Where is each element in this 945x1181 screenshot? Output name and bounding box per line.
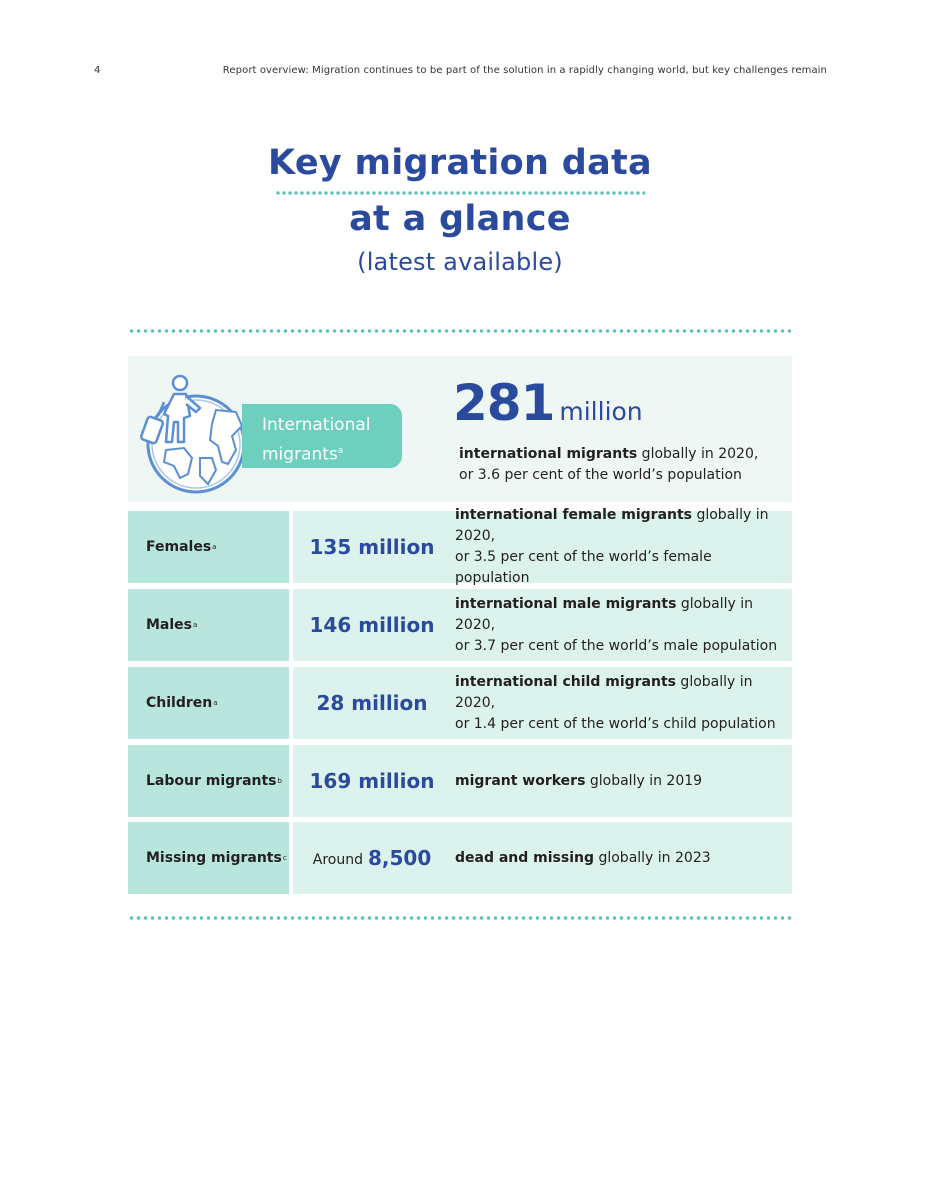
row-desc-line2: or 3.5 per cent of the world’s female population — [455, 549, 712, 586]
row-number-prefix: Around — [312, 852, 363, 868]
hero-label-line2: migrants — [262, 444, 338, 465]
row-value-cell — [293, 745, 792, 817]
row-number-value: 28 million — [316, 691, 428, 715]
data-row-females — [128, 507, 792, 586]
data-row-males — [128, 589, 792, 661]
international-migrants-label — [242, 404, 402, 468]
row-desc-rest: globally in 2023 — [594, 849, 711, 866]
row-number — [293, 745, 451, 817]
row-label: Labour migrants — [146, 773, 277, 789]
row-label: Males — [146, 617, 193, 633]
row-number-value: 146 million — [309, 613, 435, 637]
row-value-cell — [293, 507, 792, 586]
row-desc-bold: migrant workers — [455, 772, 586, 789]
row-label-cell — [128, 589, 289, 661]
row-number-value: 8,500 — [367, 846, 432, 870]
row-desc-rest: globally in 2019 — [585, 772, 703, 789]
hero-desc-rest: globally in 2020, — [637, 446, 759, 462]
hero-number-value: 281 — [453, 374, 555, 432]
hero-desc-bold: international migrants — [459, 446, 638, 462]
row-label: Females — [146, 539, 212, 555]
dotted-divider-bottom — [128, 915, 792, 921]
row-desc-rest: globally in 2020, — [455, 595, 753, 633]
row-number — [293, 589, 451, 661]
data-row-children — [128, 667, 792, 739]
hero-description — [459, 444, 758, 486]
hero-label-line1: International — [262, 415, 371, 435]
row-desc-rest: globally in 2020, — [455, 673, 753, 711]
page-subtitle: (latest available) — [357, 248, 563, 276]
row-value-cell — [293, 822, 792, 894]
row-desc-bold: international male migrants — [455, 595, 677, 612]
row-label-cell — [128, 745, 289, 817]
row-number — [293, 511, 451, 583]
row-footnote-marker: b — [277, 777, 282, 785]
row-footnote-marker: a — [213, 699, 218, 707]
row-label: Missing migrants — [146, 850, 282, 866]
row-value-cell — [293, 589, 792, 661]
row-number — [293, 822, 451, 894]
row-desc-rest: globally in 2020, — [455, 507, 769, 544]
row-desc-line2: or 1.4 per cent of the world’s child population — [455, 715, 776, 732]
row-number-value: 135 million — [309, 535, 435, 559]
title-block — [0, 140, 920, 276]
dotted-divider-top — [128, 328, 792, 334]
page-title-line2: at a glance — [349, 199, 571, 239]
row-footnote-marker: a — [212, 543, 217, 551]
hero-footnote-marker: a — [337, 446, 344, 456]
row-footnote-marker: a — [193, 621, 198, 629]
hero-number — [453, 374, 643, 432]
row-description — [455, 507, 789, 586]
row-desc-bold: international child migrants — [455, 673, 676, 690]
hero-number-unit: million — [559, 397, 643, 426]
row-label-cell — [128, 667, 289, 739]
data-row-missing-migrants — [128, 822, 792, 894]
page-title-line1: Key migration data — [268, 143, 652, 183]
running-header: Report overview: Migration continues to be part of the solution in a rapidly changing world, but key challenges remain — [222, 65, 827, 76]
row-footnote-marker: c — [282, 854, 287, 862]
row-label-cell — [128, 822, 289, 894]
hero-desc-line2: or 3.6 per cent of the world’s population — [459, 467, 742, 483]
hero-panel — [128, 356, 792, 502]
row-value-cell — [293, 667, 792, 739]
row-description — [455, 822, 789, 894]
page-number: 4 — [94, 65, 101, 76]
row-number — [293, 667, 451, 739]
row-desc-bold: dead and missing — [455, 849, 595, 866]
row-label: Children — [146, 695, 213, 711]
data-row-labour-migrants — [128, 745, 792, 817]
row-description — [455, 667, 789, 739]
row-number-value: 169 million — [309, 769, 435, 793]
row-description — [455, 745, 789, 817]
row-desc-line2: or 3.7 per cent of the world’s male population — [455, 637, 778, 654]
row-label-cell — [128, 511, 289, 583]
row-description — [455, 589, 789, 661]
row-desc-bold: international female migrants — [455, 507, 693, 523]
